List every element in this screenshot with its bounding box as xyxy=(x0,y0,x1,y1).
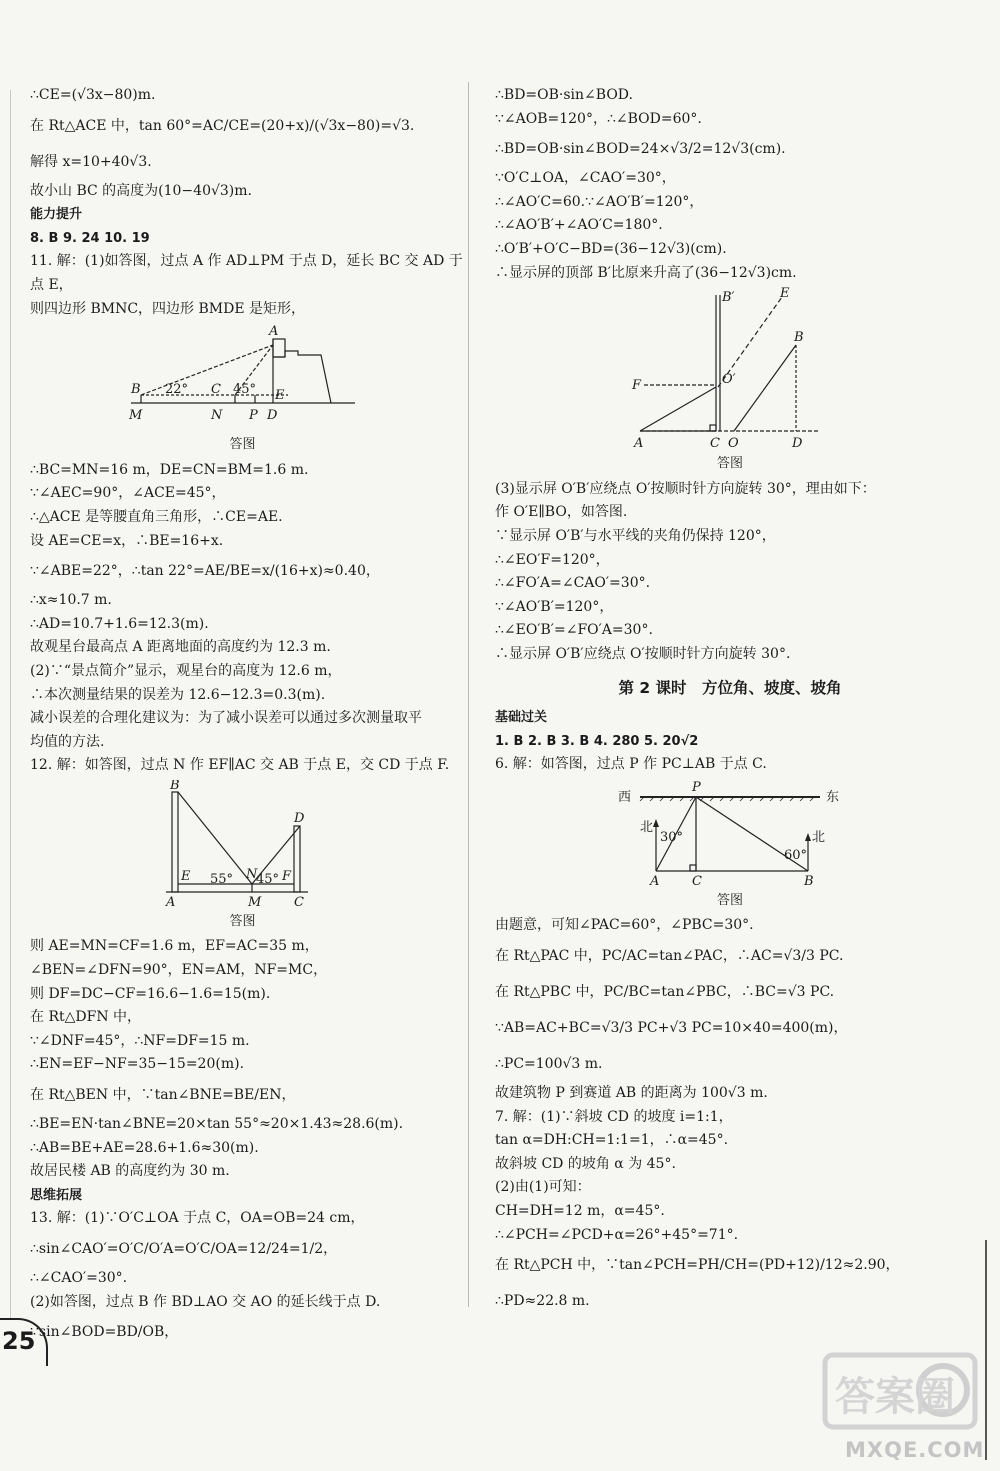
label-E: E xyxy=(274,388,284,404)
figure-caption: 答图 xyxy=(716,892,743,908)
text-line: 故建筑物 P 到赛道 AB 的距离为 100√3 m. xyxy=(495,1085,768,1102)
left-margin-rule xyxy=(10,90,11,1320)
text-line: ∴∠FO′A=∠CAO′=30°. xyxy=(495,575,651,592)
watermark-text: MXQE.COM xyxy=(845,1438,985,1462)
label-N: N xyxy=(245,866,257,882)
label-C: C xyxy=(710,436,720,452)
angle-45: 45° xyxy=(232,382,256,398)
text-line: 12. 解：如答图，过点 N 作 EF∥AC 交 AB 于点 E，交 CD 于点 F. xyxy=(30,757,450,774)
label-D: D xyxy=(792,436,803,452)
text-line: CH=DH=12 m，α=45°. xyxy=(495,1203,665,1220)
label-O: O xyxy=(728,436,739,452)
text-line: ∴∠AO′C=60.∵∠AO′B′=120°， xyxy=(495,193,704,210)
north-arrow-icon xyxy=(653,819,659,827)
left-column xyxy=(30,84,463,1350)
label-P: P xyxy=(692,779,701,795)
text-line: 则 DF=DC−CF=16.6−1.6=15(m). xyxy=(30,985,271,1002)
text-line: ∵显示屏 O′B′与水平线的夹角仍保持 120°， xyxy=(495,527,776,544)
label-A: A xyxy=(268,324,278,340)
text-line: 6. 解：如答图，过点 P 作 PC⊥AB 于点 C. xyxy=(495,756,767,773)
column-divider xyxy=(468,82,469,1307)
text-line: ∵∠DNF=45°，∴NF=DF=15 m. xyxy=(30,1032,250,1049)
text-line: ∴显示屏 O′B′应绕点 O′按顺时针方向旋转 30°. xyxy=(495,645,791,662)
label-north: 北 xyxy=(812,829,826,845)
text-line: ∴∠EO′F=120°， xyxy=(495,551,610,568)
text-line: ∵∠AEC=90°，∠ACE=45°， xyxy=(30,485,226,502)
text-line: ∵∠AOB=120°，∴∠BOD=60°. xyxy=(495,110,702,127)
text-line: 作 O′E∥BO，如答图. xyxy=(495,504,628,521)
text-line: (3)显示屏 O′B′应绕点 O′按顺时针方向旋转 30°，理由如下： xyxy=(495,480,876,497)
text-line: ∴∠PCH=∠PCD+α=26°+45°=71°. xyxy=(495,1226,739,1243)
figure-observatory xyxy=(123,323,363,433)
text-line: ∴BC=MN=16 m，DE=CN=BM=1.6 m. xyxy=(30,461,309,478)
label-A: A xyxy=(165,894,175,910)
figure-caption: 答图 xyxy=(229,437,256,453)
text-line: 均值的方法. xyxy=(30,733,105,750)
label-D: D xyxy=(293,810,304,826)
text-line: ∴CE=(√3x−80)m. xyxy=(30,87,156,103)
label-F: F xyxy=(281,868,291,884)
angle-55: 55° xyxy=(209,871,233,887)
right-column xyxy=(495,84,965,1319)
lesson-title: 第 2 课时 方位角、坡度、坡角 xyxy=(618,678,842,697)
text-line: 7. 解：(1)∵斜坡 CD 的坡度 i=1:1， xyxy=(495,1108,733,1125)
figure-caption: 答图 xyxy=(716,456,743,472)
text-line: 故斜坡 CD 的坡角 α 为 45°. xyxy=(495,1155,676,1172)
text-line: 在 Rt△PBC 中，PC/BC=tan∠PBC，∴BC=√3 PC. xyxy=(495,984,835,1001)
label-east: 东 xyxy=(826,789,840,805)
text-line: 11. 解：(1)如答图，过点 A 作 AD⊥PM 于点 D，延长 BC 交 AD 于 xyxy=(30,253,463,270)
text-line: (2)如答图，过点 B 作 BD⊥AO 交 AO 的延长线于点 D. xyxy=(30,1293,381,1310)
text-line: ∠BEN=∠DFN=90°，EN=AM，NF=MC， xyxy=(30,962,328,979)
angle-45: 45° xyxy=(255,871,279,887)
text-line: (2)∵“景点简介”显示，观星台的高度为 12.6 m， xyxy=(30,662,342,679)
text-line: 故观星台最高点 A 距离地面的高度约为 12.3 m. xyxy=(30,639,331,656)
watermark-logo-text: 答案圈 xyxy=(835,1374,955,1420)
text-line: ∵∠AO′B′=120°， xyxy=(495,598,614,615)
label-M: M xyxy=(128,408,142,424)
text-line: ∴AD=10.7+1.6=12.3(m). xyxy=(30,615,209,632)
text-line: ∴AB=BE+AE=28.6+1.6≈30(m). xyxy=(30,1139,259,1156)
text-line: 13. 解：(1)∵O′C⊥OA 于点 C，OA=OB=24 cm， xyxy=(30,1210,365,1227)
text-line: 解得 x=10+40√3. xyxy=(30,153,152,170)
text-line: ∴∠EO′B′=∠FO′A=30°. xyxy=(495,622,653,639)
text-line: 在 Rt△BEN 中，∵tan∠BNE=BE/EN， xyxy=(30,1087,296,1104)
text-line: ∴∠AO′B′+∠AO′C=180°. xyxy=(495,217,663,234)
label-A: A xyxy=(650,873,660,889)
label-O-prime: O′ xyxy=(722,372,736,388)
text-line: ∴本次测量结果的误差为 12.6−12.3=0.3(m). xyxy=(30,686,326,703)
text-line: ∴显示屏的顶部 B′比原来升高了(36−12√3)cm. xyxy=(495,264,797,281)
text-line: ∴x≈10.7 m. xyxy=(30,592,112,609)
answer-line: 1. B 2. B 3. B 4. 280 5. 20√2 xyxy=(495,733,699,749)
text-line: 点 E， xyxy=(30,276,73,293)
label-north: 北 xyxy=(640,819,654,835)
label-P: P xyxy=(248,408,258,424)
label-C: C xyxy=(692,873,702,889)
text-line: 在 Rt△ACE 中，tan 60°=AC/CE=(20+x)/(√3x−80)=√3. xyxy=(30,117,415,134)
label-B: B xyxy=(804,873,814,889)
label-E: E xyxy=(780,287,790,302)
text-line: 由题意，可知∠PAC=60°，∠PBC=30°. xyxy=(495,917,754,934)
text-line: ∴△ACE 是等腰直角三角形，∴CE=AE. xyxy=(30,508,283,525)
answer-line: 8. B 9. 24 10. 19 xyxy=(30,230,150,246)
label-M: M xyxy=(247,894,261,910)
text-line: 在 Rt△PCH 中，∵tan∠PCH=PH/CH=(PD+12)/12≈2.90， xyxy=(495,1257,900,1274)
section-heading: 能力提升 xyxy=(30,207,83,223)
text-line: ∵∠ABE=22°，∴tan 22°=AE/BE=x/(16+x)≈0.40， xyxy=(30,563,380,580)
label-D: D xyxy=(266,408,277,424)
label-B-prime: B′ xyxy=(722,290,735,306)
text-line: ∴PC=100√3 m. xyxy=(495,1056,603,1073)
text-line: 故居民楼 AB 的高度约为 30 m. xyxy=(30,1163,230,1180)
text-line: ∴∠CAO′=30°. xyxy=(30,1270,128,1286)
angle-60: 60° xyxy=(784,847,808,863)
label-B: B xyxy=(169,779,180,793)
text-line: ∴PD≈22.8 m. xyxy=(495,1293,590,1310)
label-C: C xyxy=(210,382,221,398)
text-line: ∴sin∠CAO′=O′C/O′A=O′C/OA=12/24=1/2， xyxy=(30,1241,338,1257)
text-line: (2)由(1)可知： xyxy=(495,1179,591,1196)
north-arrow-icon xyxy=(805,833,811,841)
label-A: A xyxy=(634,436,644,452)
figure-buildings xyxy=(158,780,328,910)
text-line: ∴BD=OB·sin∠BOD=24×√3/2=12√3(cm). xyxy=(495,141,786,158)
text-line: 则四边形 BMNC，四边形 BMDE 是矩形， xyxy=(30,300,306,317)
figure-laptop-screen xyxy=(630,287,830,452)
text-line: ∴BD=OB·sin∠BOD. xyxy=(495,87,633,103)
text-line: 则 AE=MN=CF=1.6 m，EF=AC=35 m， xyxy=(30,938,319,955)
angle-30: 30° xyxy=(660,829,684,845)
right-edge-rule xyxy=(985,1240,987,1460)
label-N: N xyxy=(210,408,222,424)
text-line: ∵sin∠BOD=BD/OB， xyxy=(30,1324,179,1341)
label-E: E xyxy=(180,868,190,884)
text-line: ∵O′C⊥OA，∠CAO′=30°， xyxy=(495,170,676,187)
text-line: 在 Rt△PAC 中，PC/AC=tan∠PAC，∴AC=√3/3 PC. xyxy=(495,948,844,965)
page-number: 25 xyxy=(2,1327,36,1355)
label-west: 西 xyxy=(618,789,632,805)
text-line: 设 AE=CE=x，∴BE=16+x. xyxy=(30,532,224,549)
section-heading: 基础过关 xyxy=(495,710,548,726)
label-B: B xyxy=(794,330,804,346)
figure-bearing xyxy=(610,779,850,889)
label-B: B xyxy=(130,382,141,398)
text-line: 减小误差的合理化建议为：为了减小误差可以通过多次测量取平 xyxy=(30,710,422,727)
text-line: ∴BE=EN·tan∠BNE=20×tan 55°≈20×1.43≈28.6(m). xyxy=(30,1116,404,1133)
text-line: tan α=DH:CH=1:1=1，∴α=45°. xyxy=(495,1132,729,1149)
figure-caption: 答图 xyxy=(229,913,256,929)
section-heading: 思维拓展 xyxy=(30,1187,83,1203)
text-line: ∴EN=EF−NF=35−15=20(m). xyxy=(30,1056,245,1073)
text-line: ∴O′B′+O′C−BD=(36−12√3)(cm). xyxy=(495,240,727,257)
label-F: F xyxy=(632,378,642,394)
text-line: 故小山 BC 的高度为(10−40√3)m. xyxy=(30,182,252,199)
label-C: C xyxy=(293,894,304,910)
text-line: 在 Rt△DFN 中， xyxy=(30,1009,142,1026)
text-line: ∵AB=AC+BC=√3/3 PC+√3 PC=10×40=400(m)， xyxy=(495,1020,848,1037)
angle-22: 22° xyxy=(164,382,188,398)
